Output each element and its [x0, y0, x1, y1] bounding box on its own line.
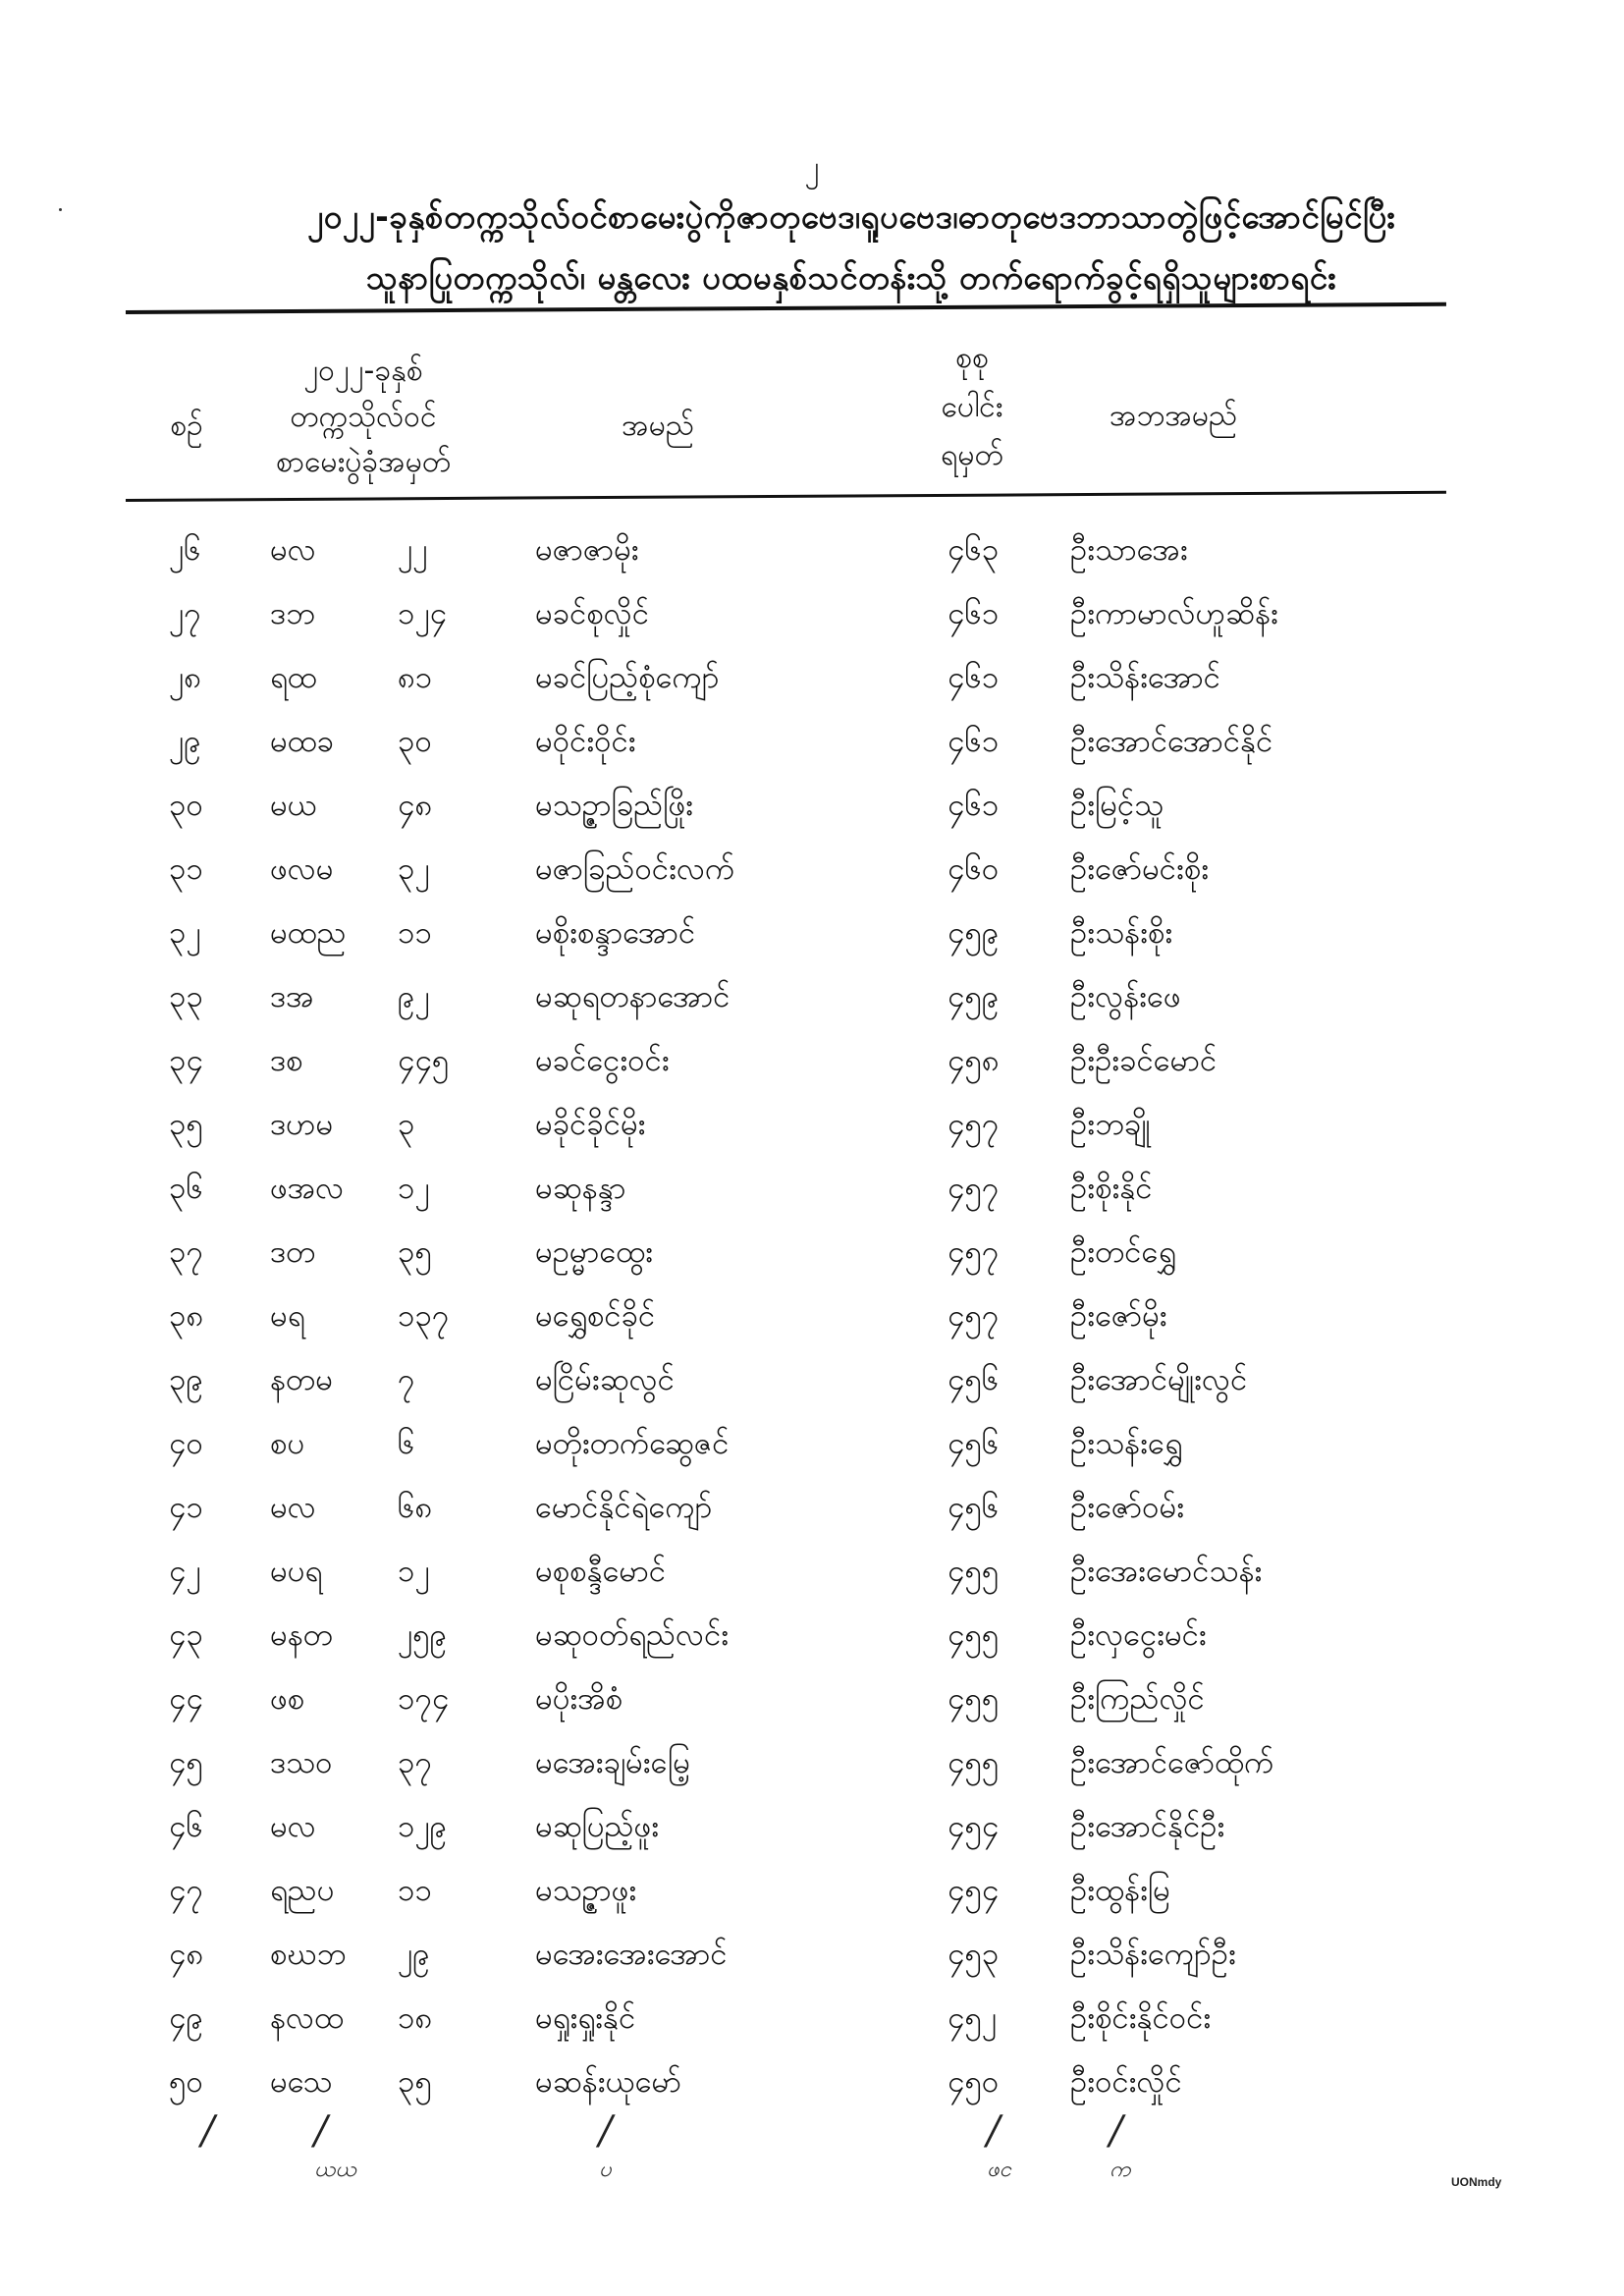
- header-total-line-1: စုစု: [955, 341, 989, 375]
- cell-total-marks: ၄၅၉: [947, 915, 1000, 951]
- cell-serial: ၃၁: [169, 851, 203, 887]
- cell-total-marks: ၄၅၄: [947, 1809, 1000, 1844]
- header-serial: စဉ်: [170, 409, 203, 443]
- cell-student-name: မဥမ္မာထွေး: [535, 1234, 654, 1270]
- cell-father-name: ဦးစိုင်းနိုင်ဝင်း: [1070, 2000, 1212, 2036]
- cell-exam-number: ၁၂: [398, 1171, 430, 1206]
- table-row: [0, 1998, 1624, 2062]
- cell-total-marks: ၄၆၁: [947, 724, 1000, 759]
- cell-student-name: မစုစန္ဒီမောင်: [535, 1554, 667, 1589]
- cell-exam-number: ၃၀: [398, 724, 432, 759]
- title-line-1: ၂၀၂၂-ခုနှစ်တက္ကသိုလ်ဝင်စာမေးပွဲကိုဇာတုဗေဒ၊ရူပဗေဒ၊ဓာတုဗေဒဘာသာတွဲဖြင့်အောင်မြင်ပြီး: [306, 197, 1396, 236]
- table-row: [0, 977, 1624, 1041]
- cell-exam-code: ရညပ: [270, 1873, 335, 1908]
- cell-serial: ၃၄: [169, 1043, 203, 1078]
- table-row: [0, 1935, 1624, 1998]
- signature-slash: /: [201, 2108, 215, 2154]
- signature-mark: [599, 2108, 613, 2187]
- cell-father-name: ဦးအောင်မျိုးလွင်: [1070, 1362, 1248, 1397]
- cell-exam-number: ၂၅၉: [398, 1617, 448, 1653]
- cell-student-name: မဆုပြည့်ဖူး: [535, 1809, 660, 1844]
- cell-exam-code: ဒတ: [270, 1234, 316, 1270]
- signature-mark: [314, 2108, 356, 2187]
- cell-student-name: မဆုနန္ဒာ: [535, 1171, 626, 1206]
- cell-exam-number: ၈၁: [398, 660, 433, 695]
- cell-exam-number: ၃၅: [398, 2064, 432, 2100]
- cell-total-marks: ၄၅၉: [947, 979, 1000, 1014]
- cell-serial: ၄၃: [169, 1617, 203, 1653]
- cell-total-marks: ၄၅၃: [947, 1937, 1000, 1972]
- cell-exam-number: ၉၂: [398, 979, 430, 1014]
- header-exam-line-2: တက္ကသိုလ်ဝင်: [290, 399, 437, 434]
- header-total-marks: [918, 334, 1026, 480]
- cell-exam-code: ဖအလ: [270, 1171, 345, 1206]
- cell-total-marks: ၄၆၃: [947, 532, 1000, 568]
- cell-total-marks: ၄၅၅: [947, 1554, 1000, 1589]
- cell-exam-code: မလ: [270, 1490, 316, 1525]
- cell-student-name: မခင်ပြည့်စုံကျော်: [535, 660, 720, 695]
- cell-father-name: ဦးသိန်းအောင်: [1070, 660, 1220, 695]
- table-row: [0, 530, 1624, 594]
- cell-exam-number: ၃: [398, 1107, 415, 1142]
- cell-total-marks: ၄၆၀: [947, 851, 1000, 887]
- cell-exam-code: မထခ: [270, 724, 335, 759]
- cell-serial: ၄၇: [169, 1873, 203, 1908]
- cell-student-name: မောင်နိုင်ရဲကျော်: [535, 1490, 713, 1525]
- cell-serial: ၃၀: [169, 788, 203, 823]
- cell-total-marks: ၄၅၄: [947, 1873, 1000, 1908]
- cell-total-marks: ၄၅၂: [947, 2000, 998, 2036]
- table-row: [0, 1424, 1624, 1488]
- cell-exam-code: မပရ: [270, 1554, 323, 1589]
- cell-father-name: ဦးဇော်မိုး: [1070, 1298, 1167, 1334]
- table-row: [0, 1679, 1624, 1743]
- cell-father-name: ဦးဦးခင်မောင်: [1070, 1043, 1218, 1078]
- cell-exam-code: စဃဘ: [270, 1937, 347, 1972]
- cell-total-marks: ၄၅၆: [947, 1362, 1000, 1397]
- header-father-name: အဘအမည်: [1109, 399, 1238, 433]
- cell-serial: ၄၈: [169, 1937, 204, 1972]
- cell-serial: ၂၈: [169, 660, 201, 695]
- cell-exam-number: ၁၁: [398, 915, 432, 951]
- cell-student-name: မဆုရတနာအောင်: [535, 979, 731, 1014]
- cell-total-marks: ၄၅၇: [947, 1298, 1000, 1334]
- cell-student-name: မသဉ္ဇာခြည်ဖြိုး: [535, 788, 694, 823]
- cell-father-name: ဦးလွန်းဖေ: [1070, 979, 1181, 1014]
- header-total-line-3: ရမှတ်: [941, 438, 1003, 472]
- cell-exam-code: နတမ: [270, 1362, 333, 1397]
- cell-exam-code: ဒစ: [270, 1043, 303, 1078]
- header-rule-bottom: [126, 491, 1446, 502]
- cell-student-name: မခင်ငွေးဝင်း: [535, 1043, 670, 1078]
- results-table-body: [0, 530, 1624, 2126]
- cell-exam-code: စပ: [270, 1426, 305, 1461]
- cell-student-name: မတိုးတက်ဆွေဇင်: [535, 1426, 730, 1461]
- cell-total-marks: ၄၅၅: [947, 1745, 1000, 1780]
- cell-serial: ၂၉: [169, 724, 201, 759]
- table-row: [0, 1041, 1624, 1105]
- table-row: [0, 1360, 1624, 1424]
- table-row: [0, 1105, 1624, 1169]
- cell-student-name: မပိုးအိစံ: [535, 1681, 623, 1717]
- signature-slash: /: [1110, 2108, 1123, 2154]
- cell-exam-code: ဖစ: [270, 1681, 305, 1717]
- cell-total-marks: ၄၅၅: [947, 1681, 1000, 1717]
- cell-total-marks: ၄၆၁: [947, 660, 1000, 695]
- signature-mark: [1110, 2108, 1131, 2187]
- cell-total-marks: ၄၅၈: [947, 1043, 1000, 1078]
- cell-serial: ၂၇: [169, 596, 201, 631]
- cell-student-name: မဇာဇာမိုး: [535, 532, 639, 568]
- cell-total-marks: ၄၅၇: [947, 1234, 1000, 1270]
- table-row: [0, 1743, 1624, 1807]
- cell-total-marks: ၄၆၁: [947, 596, 1000, 631]
- cell-father-name: ဦးလှငွေးမင်း: [1070, 1617, 1207, 1653]
- cell-serial: ၃၉: [169, 1362, 203, 1397]
- cell-student-name: မအေးအေးအောင်: [535, 1937, 728, 1972]
- cell-father-name: ဦးသိန်းကျော်ဦး: [1070, 1937, 1236, 1972]
- cell-exam-code: မလ: [270, 532, 316, 568]
- cell-serial: ၄၅: [169, 1745, 203, 1780]
- cell-exam-number: ၁၁: [398, 1873, 432, 1908]
- cell-father-name: ဦးစိုးနိုင်: [1070, 1171, 1153, 1206]
- cell-serial: ၃၆: [169, 1171, 203, 1206]
- cell-exam-number: ၁၇၄: [398, 1681, 450, 1717]
- signature-initials: ယယ: [314, 2158, 356, 2182]
- cell-total-marks: ၄၅၀: [947, 2064, 1000, 2100]
- cell-exam-code: ရထ: [270, 660, 317, 695]
- cell-serial: ၃၂: [169, 915, 201, 951]
- cell-exam-code: မသေ: [270, 2064, 333, 2100]
- cell-father-name: ဦးဇော်ဝမ်း: [1070, 1490, 1185, 1525]
- cell-exam-number: ၁၃၇: [398, 1298, 450, 1334]
- cell-exam-number: ၁၂၉: [398, 1809, 448, 1844]
- header-total-line-2: ပေါင်း: [941, 389, 1003, 424]
- cell-student-name: မငြိမ်းဆုလွင်: [535, 1362, 675, 1397]
- cell-father-name: ဦးကာမာလ်ဟူဆိန်း: [1070, 596, 1278, 631]
- cell-exam-number: ၁၂: [398, 1554, 430, 1589]
- cell-total-marks: ၄၆၁: [947, 788, 1000, 823]
- signature-initials: က: [1110, 2158, 1131, 2182]
- cell-student-name: မခင်စုလှိုင်: [535, 596, 650, 631]
- cell-exam-number: ၇: [398, 1362, 415, 1397]
- cell-serial: ၄၀: [169, 1426, 203, 1461]
- cell-student-name: မအေးချမ်းမြေ့: [535, 1745, 690, 1780]
- cell-total-marks: ၄၅၅: [947, 1617, 1000, 1653]
- cell-exam-number: ၆၈: [398, 1490, 433, 1525]
- cell-father-name: ဦးဝင်းလှိုင်: [1070, 2064, 1182, 2100]
- cell-serial: ၄၂: [169, 1554, 201, 1589]
- table-row: [0, 1232, 1624, 1296]
- cell-exam-number: ၃၇: [398, 1745, 432, 1780]
- header-exam-number: [250, 349, 476, 486]
- cell-serial: ၃၇: [169, 1234, 203, 1270]
- cell-student-name: မရှုးရှုးနိုင်: [535, 2000, 636, 2036]
- signature-slash: /: [987, 2108, 1001, 2154]
- cell-serial: ၃၃: [169, 979, 203, 1014]
- cell-father-name: ဦးဇော်မင်းစိုး: [1070, 851, 1210, 887]
- table-row: [0, 1488, 1624, 1552]
- cell-student-name: မရွှေစင်ခိုင်: [535, 1298, 656, 1334]
- signature-slash: /: [599, 2108, 613, 2154]
- signature-mark: [201, 2108, 215, 2155]
- cell-student-name: မဆုဝတ်ရည်လင်း: [535, 1617, 730, 1653]
- header-exam-line-1: ၂၀၂၂-ခုနှစ်: [303, 354, 423, 388]
- cell-father-name: ဦးသန်းစိုး: [1070, 915, 1173, 951]
- table-row: [0, 849, 1624, 913]
- cell-total-marks: ၄၅၆: [947, 1426, 1000, 1461]
- cell-exam-code: ဒအ: [270, 979, 314, 1014]
- cell-father-name: ဦးအေးမောင်သန်း: [1070, 1554, 1263, 1589]
- table-row: [0, 1169, 1624, 1232]
- cell-total-marks: ၄၅၆: [947, 1490, 1000, 1525]
- cell-exam-code: မရ: [270, 1298, 305, 1334]
- cell-total-marks: ၄၅၇: [947, 1107, 1000, 1142]
- cell-father-name: ဦးကြည်လှိုင်: [1070, 1681, 1205, 1717]
- header-name: အမည်: [622, 409, 694, 443]
- cell-exam-number: ၂၉: [398, 1937, 430, 1972]
- signature-initials: ပ: [599, 2158, 612, 2182]
- cell-exam-number: ၄၄၅: [398, 1043, 450, 1078]
- page-number: ၂: [804, 150, 820, 185]
- table-row: [0, 1296, 1624, 1360]
- table-row: [0, 722, 1624, 786]
- table-row: [0, 1552, 1624, 1615]
- cell-father-name: ဦးဘချို: [1070, 1107, 1151, 1142]
- title-line-2: သူနာပြုတက္ကသိုလ်၊ မန္တလေး ပထမနှစ်သင်တန်းသို့ တက်ရောက်ခွင့်ရရှိသူများစာရင်း: [366, 258, 1336, 297]
- signature-row: [0, 2108, 1624, 2190]
- cell-serial: ၅၀: [169, 2064, 203, 2100]
- signature-initials: ဖင: [987, 2158, 1011, 2182]
- cell-exam-number: ၁၂၄: [398, 596, 448, 631]
- cell-exam-code: မလ: [270, 1809, 316, 1844]
- cell-serial: ၄၆: [169, 1809, 203, 1844]
- cell-exam-code: မနတ: [270, 1617, 333, 1653]
- header-exam-line-3: စာမေးပွဲခုံအမှတ်: [275, 445, 452, 479]
- cell-exam-number: ၆: [398, 1426, 415, 1461]
- table-row: [0, 913, 1624, 977]
- cell-exam-code: မယ: [270, 788, 317, 823]
- cell-exam-number: ၄၈: [398, 788, 433, 823]
- cell-student-name: မဝိုင်းဝိုင်း: [535, 724, 636, 759]
- cell-father-name: ဦးမြင့်သူ: [1070, 788, 1164, 823]
- table-row: [0, 1807, 1624, 1871]
- cell-father-name: ဦးအောင်အောင်နိုင်: [1070, 724, 1273, 759]
- cell-exam-code: ဒဟမ: [270, 1107, 334, 1142]
- footer-mark: UONmdy: [1451, 2175, 1502, 2189]
- cell-father-name: ဦးအောင်နိုင်ဦး: [1070, 1809, 1225, 1844]
- cell-student-name: မသဉ္ဇာဖူး: [535, 1873, 637, 1908]
- table-row: [0, 1871, 1624, 1935]
- cell-serial: ၄၁: [169, 1490, 203, 1525]
- cell-serial: ၄၉: [169, 2000, 203, 2036]
- cell-serial: ၂၆: [169, 532, 201, 568]
- table-row: [0, 594, 1624, 658]
- signature-slash: /: [314, 2108, 328, 2154]
- cell-serial: ၃၅: [169, 1107, 203, 1142]
- cell-father-name: ဦးတင်ရွှေ: [1070, 1234, 1176, 1270]
- cell-student-name: မဆန်းယုမော်: [535, 2064, 681, 2100]
- cell-father-name: ဦးသာအေး: [1070, 532, 1188, 568]
- signature-mark: [987, 2108, 1011, 2187]
- cell-exam-number: ၁၈: [398, 2000, 433, 2036]
- cell-father-name: ဦးထွန်းမြ: [1070, 1873, 1170, 1908]
- cell-exam-number: ၂၂: [398, 532, 428, 568]
- cell-exam-number: ၃၂: [398, 851, 430, 887]
- cell-exam-number: ၃၅: [398, 1234, 432, 1270]
- cell-student-name: မဇာခြည်ဝင်းလက်: [535, 851, 735, 887]
- cell-father-name: ဦးသန်းရွှေ: [1070, 1426, 1183, 1461]
- cell-exam-code: မထည: [270, 915, 347, 951]
- table-row: [0, 658, 1624, 722]
- cell-exam-code: ဖလမ: [270, 851, 334, 887]
- cell-serial: ၃၈: [169, 1298, 204, 1334]
- cell-father-name: ဦးအောင်ဇော်ထိုက်: [1070, 1745, 1274, 1780]
- table-row: [0, 1615, 1624, 1679]
- cell-exam-code: ဒသဝ: [270, 1745, 333, 1780]
- table-row: [0, 786, 1624, 849]
- cell-student-name: မစိုးစန္ဒာအောင်: [535, 915, 696, 951]
- cell-student-name: မခိုင်ခိုင်မိုး: [535, 1107, 646, 1142]
- cell-exam-code: နလထ: [270, 2000, 345, 2036]
- cell-exam-code: ဒဘ: [270, 596, 316, 631]
- cell-total-marks: ၄၅၇: [947, 1171, 1000, 1206]
- cell-serial: ၄၄: [169, 1681, 203, 1717]
